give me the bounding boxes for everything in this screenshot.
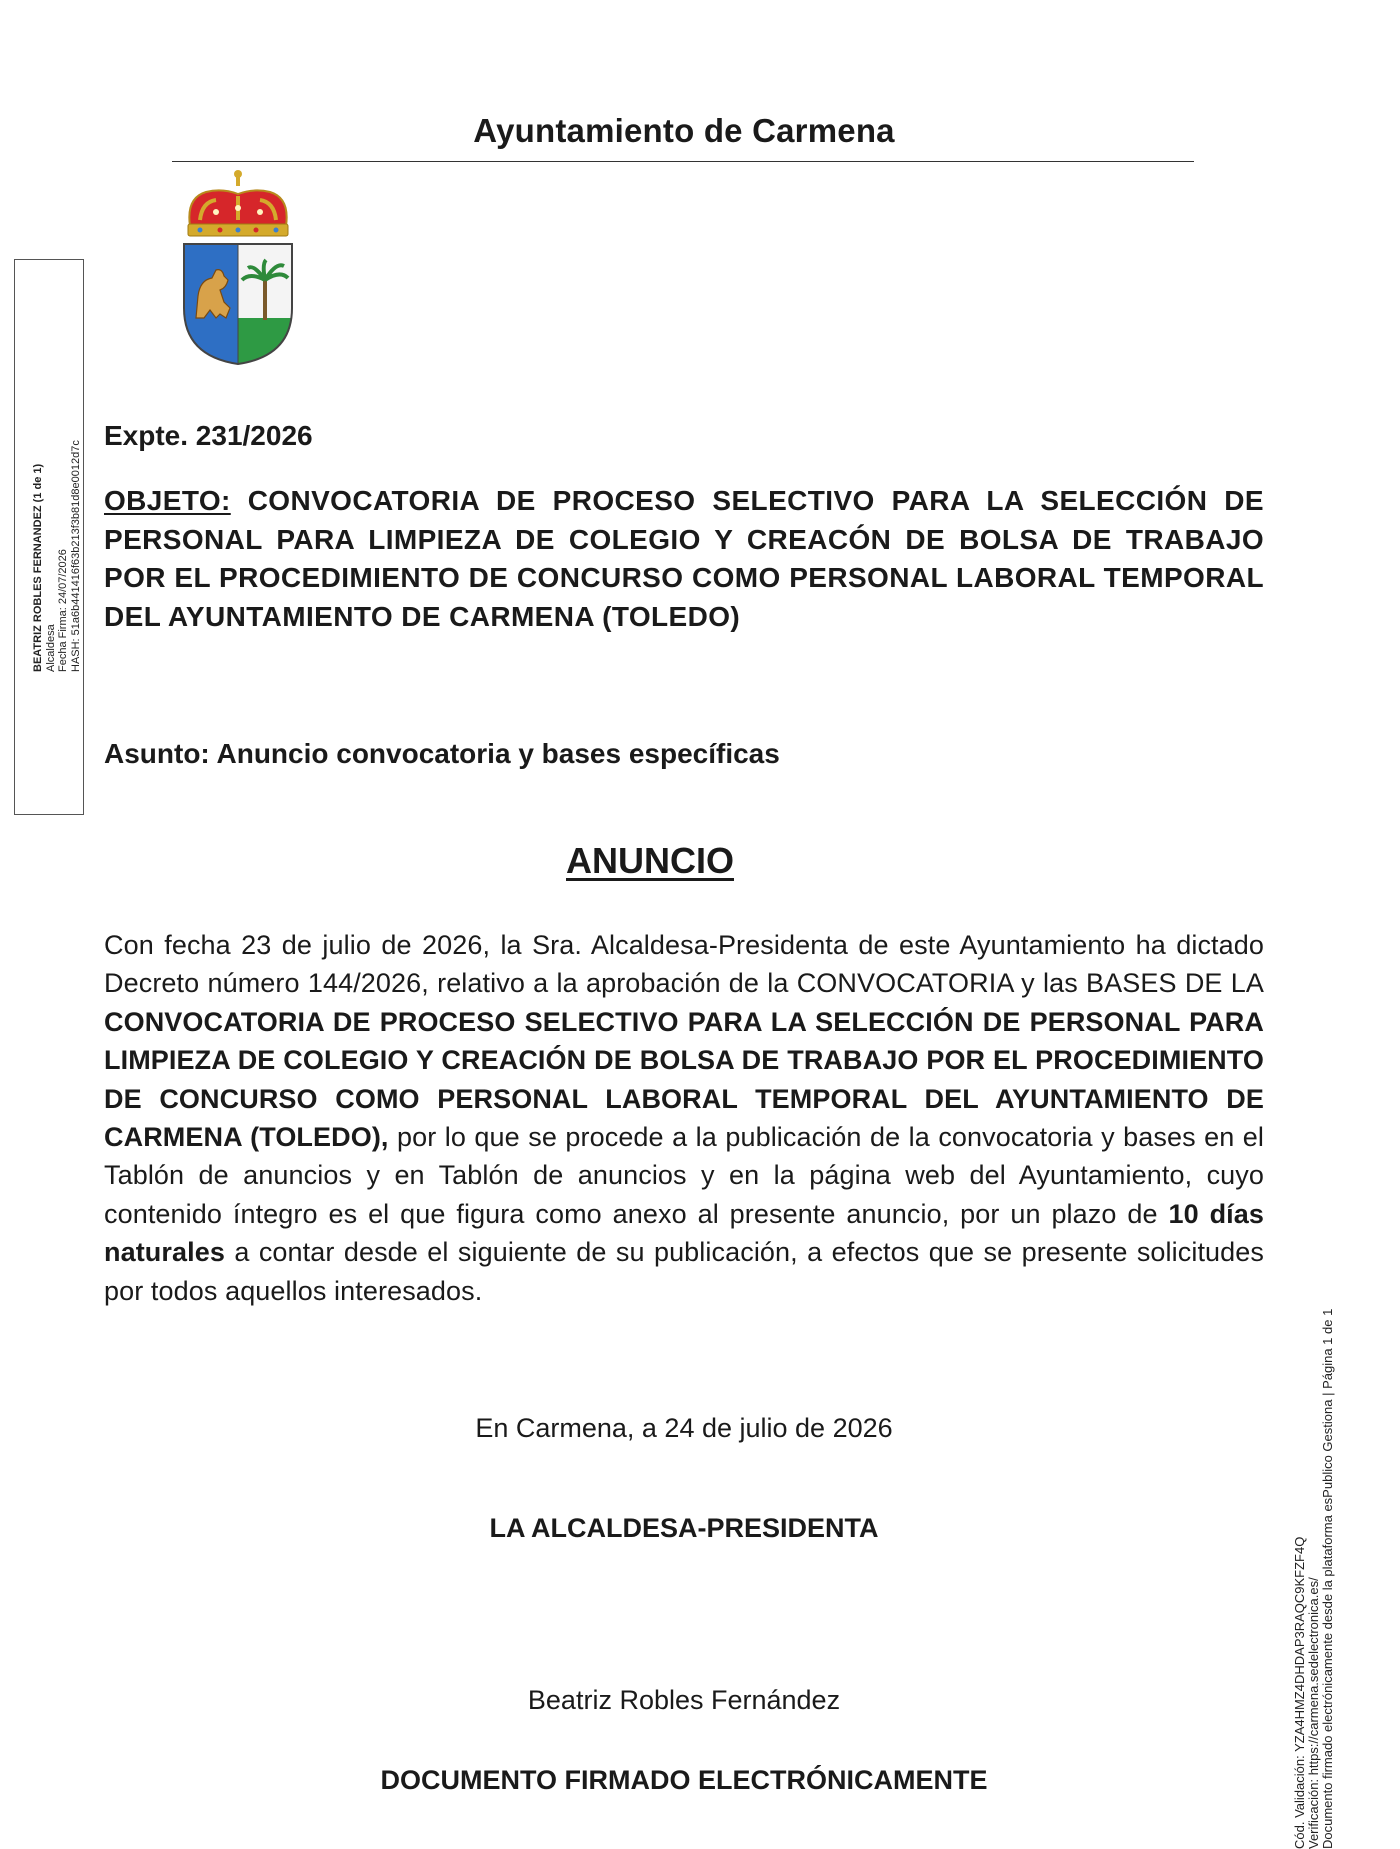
coat-of-arms-icon	[176, 168, 300, 368]
header-divider	[172, 161, 1194, 162]
verification-stamp	[1293, 1309, 1335, 1849]
place-date: En Carmena, a 24 de julio de 2026	[475, 1413, 893, 1443]
body-text-2: por lo que se procede a la publicación de la convocatoria y bases en el Tablón de anuncios y en Tablón de anuncios y en la página web del Ayuntamiento, cuyo contenido íntegro es el que figura como anexo al presente anuncio, por un plazo de	[104, 1122, 1265, 1229]
signer-title: LA ALCALDESA-PRESIDENTA	[489, 1513, 879, 1543]
objeto-text: CONVOCATORIA DE PROCESO SELECTIVO PARA LA SELECCIÓN DE PERSONAL PARA LIMPIEZA DE COLEGIO Y CREACÓN DE BOLSA DE TRABAJO POR EL PROCEDIMIENTO DE CONCURSO COMO PERSONAL LABORAL TEMPORAL DEL AYUNTAMIENTO DE CARMENA (TOLEDO)	[104, 485, 1264, 632]
signer-stamp-hash: HASH: 51a6b441416f63b213f3b81d8e0012d7c	[69, 440, 82, 672]
verification-url: Verificación: https://carmena.sedelectronica.es/	[1306, 1577, 1321, 1849]
signer-stamp-date: Fecha Firma: 24/07/2026	[57, 549, 69, 672]
signature-stamp	[32, 440, 82, 672]
objeto-paragraph	[104, 482, 1264, 636]
objeto-label: OBJETO:	[104, 485, 231, 516]
signer-stamp-name: BEATRIZ ROBLES FERNANDEZ (1 de 1)	[32, 463, 44, 672]
page-title: Ayuntamiento de Carmena	[473, 112, 895, 149]
signer-name: Beatriz Robles Fernández	[527, 1685, 841, 1715]
verification-code: Cód. Validación: YZA4HMZ4DHDAP3RAQC9KFZF4Q	[1292, 1536, 1307, 1849]
signed-notice: DOCUMENTO FIRMADO ELECTRÓNICAMENTE	[380, 1765, 988, 1795]
asunto-line: Asunto: Anuncio convocatoria y bases específicas	[104, 738, 780, 769]
body-text-1: Con fecha 23 de julio de 2026, la Sra. Alcaldesa-Presidenta de este Ayuntamiento ha dictado Decreto número 144/2026, relativo a la aprobación de la CONVOCATORIA y las BASES DE LA	[104, 930, 1264, 999]
anuncio-heading: ANUNCIO	[566, 840, 734, 881]
body-bold-2: 10 días naturales	[104, 1198, 1264, 1268]
verification-platform: Documento firmado electrónicamente desde la plataforma esPublico Gestiona | Página 1 de 1	[1320, 1308, 1335, 1849]
body-text-3: a contar desde el siguiente de su publicación, a efectos que se presente solicitudes por todos aquellos interesados.	[104, 1237, 1264, 1306]
signer-stamp-role: Alcaldesa	[44, 624, 57, 672]
body-paragraph	[104, 926, 1264, 1310]
expediente-number: Expte. 231/2026	[104, 420, 313, 451]
body-bold-1: CONVOCATORIA DE PROCESO SELECTIVO PARA LA SELECCIÓN DE PERSONAL PARA LIMPIEZA DE COLEGIO Y CREACIÓN DE BOLSA DE TRABAJO POR EL PROCEDIMIENTO DE CONCURSO COMO PERSONAL LABORAL TEMPORAL DEL AYUNTAMIENTO DE CARMENA (TOLEDO),	[104, 1006, 1264, 1153]
